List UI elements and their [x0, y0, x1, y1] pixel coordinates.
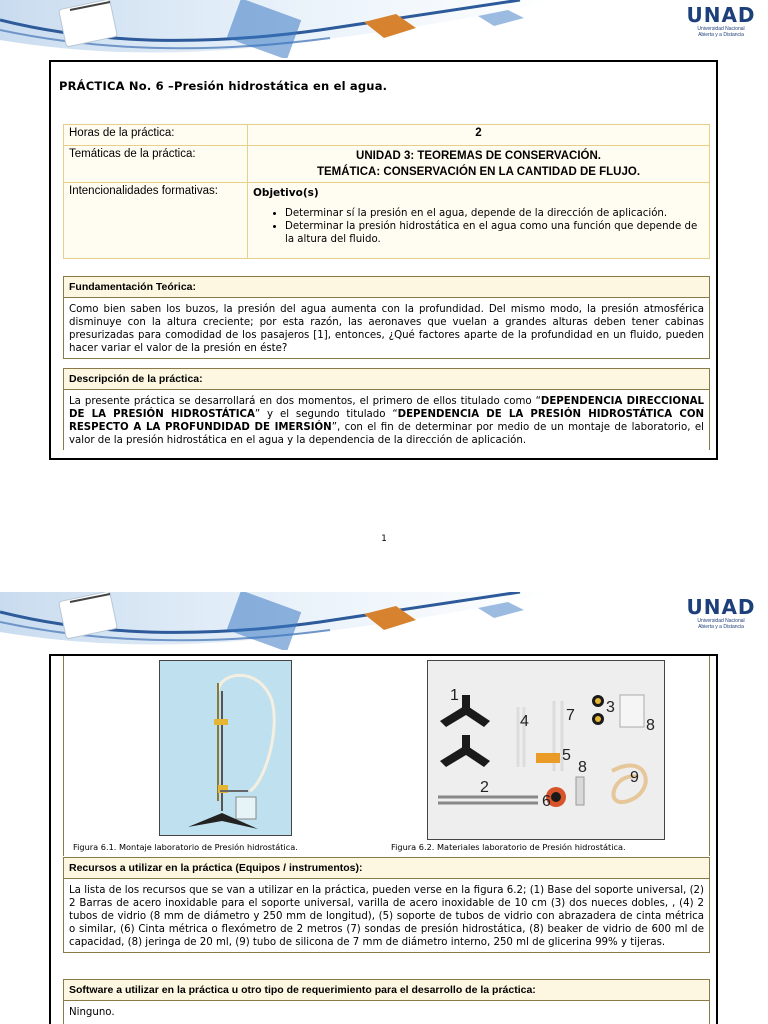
header-decoration	[0, 0, 768, 58]
figure-number-label: 9	[630, 769, 639, 786]
materials-illustration	[428, 661, 665, 840]
page1-header-banner	[0, 0, 768, 58]
theory-body: Como bien saben los buzos, la presión del agua aumenta con la profundidad. Del mismo modo, la presión atmosférica disminuye con la altura creciente; por esta razón, las aeronaves que vuelan a grandes alturas deben tener cabinas presurizadas para comodidad de los pasajeros [1], entonces, ¿Qué factores aparte de la profundidad en un fluido, pueden hacer variar el valor de la presión en éste?	[69, 304, 704, 354]
header-decoration	[0, 592, 768, 650]
figure-6-2-photo	[427, 660, 665, 840]
unad-logo-subtitle-2: Abierta y a Distancia	[698, 624, 744, 630]
unad-logo-subtitle-1: Universidad Nacional	[697, 26, 745, 32]
description-section	[63, 368, 710, 450]
topics-line-2: TEMÁTICA: CONSERVACIÓN EN LA CANTIDAD DE FLUJO.	[316, 166, 641, 178]
description-body	[64, 390, 709, 450]
figure-number-label: 5	[562, 747, 571, 764]
topics-value	[248, 146, 710, 183]
unad-logo-subtitle-1: Universidad Nacional	[697, 618, 745, 624]
figure-number-label: 2	[480, 779, 489, 796]
page2-header-banner	[0, 592, 768, 650]
figure-number-label: 8	[646, 717, 655, 734]
figure-number-label: 3	[606, 699, 615, 716]
table-row	[64, 125, 710, 146]
topics-label: Temáticas de la práctica:	[64, 146, 248, 183]
practice-title: PRÁCTICA No. 6 –Presión hidrostática en el agua.	[59, 79, 388, 93]
figure-number-label: 7	[566, 707, 575, 724]
intent-label: Intencionalidades formativas:	[64, 183, 248, 259]
unad-logo-mark: UNAD	[686, 595, 756, 619]
figure-6-1-photo	[159, 660, 292, 836]
description-bold-1: DEPENDENCIA DIRECCIONAL DE LA PRESIÓN HIDROSTÁTICA	[69, 396, 704, 420]
description-heading: Descripción de la práctica:	[64, 369, 709, 390]
resources-heading: Recursos a utilizar en la práctica (Equipos / instrumentos):	[64, 858, 709, 879]
objectives-list	[271, 207, 704, 246]
list-item: • Determinar la presión hidrostática en el agua como una función que depende de la altura del fluido.	[285, 220, 704, 246]
figure-number-label: 6	[542, 793, 551, 810]
page2-content-box	[49, 654, 718, 1024]
figure-number-label: 4	[520, 713, 529, 730]
topics-line-1: UNIDAD 3: TEOREMAS DE CONSERVACIÓN.	[356, 150, 601, 162]
figure-6-2-caption: Figura 6.2. Materiales laboratorio de Presión hidrostática.	[391, 842, 626, 852]
objectives-cell	[248, 183, 710, 259]
unad-logo-mark: UNAD	[686, 3, 756, 27]
description-text-2: ” y el segundo titulado “	[254, 409, 398, 420]
resources-section	[63, 857, 710, 953]
figure-number-label: 1	[450, 687, 459, 704]
description-text-3: ”, con el fin de determinar por medio de un montaje de laboratorio, el valor de la presión hidrostática en el agua y la dependencia de la dirección de aplicación.	[69, 422, 704, 446]
software-body: Ninguno.	[69, 1007, 115, 1018]
software-heading: Software a utilizar en la práctica u otro tipo de requerimiento para el desarrollo de la práctica:	[64, 980, 709, 1001]
practice-info-table	[63, 124, 710, 259]
theory-heading: Fundamentación Teórica:	[64, 277, 709, 298]
unad-logo	[680, 596, 762, 630]
table-row	[64, 146, 710, 183]
lab-setup-illustration	[160, 661, 292, 836]
theory-section	[63, 276, 710, 359]
description-text-1: La presente práctica se desarrollará en dos momentos, el primero de ellos titulado como “	[69, 396, 541, 407]
hours-value: 2	[248, 125, 710, 146]
resources-body: La lista de los recursos que se van a utilizar en la práctica, pueden verse en la figura 6.2; (1) Base del soporte universal, (2) 2 Barras de acero inoxidable para el soporte universal, varilla de acero inoxidable de 10 cm (3) dos nueces dobles, , (4) 2 tubos de vidrio (8 mm de diámetro y 250 mm de longitud), (5) soporte de tubos de vidrio con abrazadera de cinta métrica o similar, (6) Cinta métrica o flexómetro de 2 metros (7) sondas de presión hidrostática, (8) beaker de vidrio de 600 ml de capacidad, (8) jeringa de 20 ml, (9) tubo de silicona de 7 mm de diámetro interno, 250 ml de glicerina 99% y tijeras.	[69, 885, 704, 948]
page-number: 1	[381, 534, 387, 544]
unad-logo-subtitle-2: Abierta y a Distancia	[698, 32, 744, 38]
software-section	[63, 979, 710, 1024]
list-item: • Determinar sí la presión en el agua, depende de la dirección de aplicación.	[285, 207, 704, 220]
figure-number-label: 8	[578, 759, 587, 776]
hours-label: Horas de la práctica:	[64, 125, 248, 146]
objective-title: Objetivo(s)	[253, 187, 319, 199]
figure-6-1-caption: Figura 6.1. Montaje laboratorio de Presión hidrostática.	[73, 842, 298, 852]
description-bold-2: DEPENDENCIA DE LA PRESIÓN HIDROSTÁTICA CON RESPECTO A LA PROFUNDIDAD DE IMERSIÓN	[69, 409, 705, 433]
page1-content-box	[49, 60, 718, 460]
unad-logo	[680, 4, 762, 38]
table-row	[64, 183, 710, 259]
